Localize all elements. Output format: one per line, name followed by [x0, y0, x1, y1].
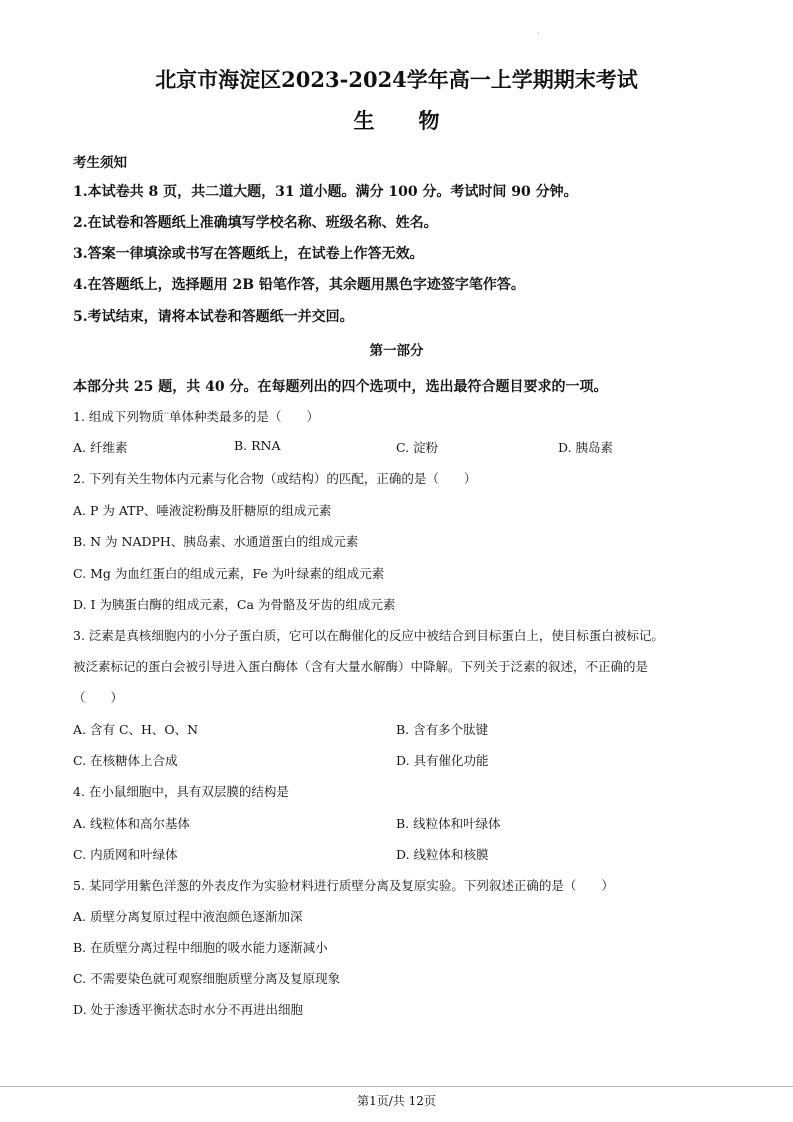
notice-heading: 考生须知	[73, 155, 127, 171]
notice-item-4: 4.在答题纸上，选择题用 2B 铅笔作答，其余题用黑色字迹签字笔作答。	[73, 277, 525, 293]
question-1-option-b: B. RNA	[234, 438, 281, 453]
question-2-option-b: B. N 为 NADPH、胰岛素、水通道蛋白的组成元素	[73, 534, 359, 549]
notice-item-3: 3.答案一律填涂或书写在答题纸上，在试卷上作答无效。	[73, 246, 424, 262]
question-3-stem-line-2: 被泛素标记的蛋白会被引导进入蛋白酶体（含有大量水解酶）中降解。下列关于泛素的叙述，不正确的是	[73, 659, 649, 674]
question-3-option-b: B. 含有多个肽键	[396, 722, 489, 737]
question-4-option-b: B. 线粒体和叶绿体	[396, 816, 501, 831]
emphasis-mark: ··	[163, 408, 169, 418]
question-5-option-c: C. 不需要染色就可观察细胞质壁分离及复原现象	[73, 971, 341, 986]
page-number: 第1页/共 12页	[357, 1094, 436, 1108]
question-3-stem-line-1: 3. 泛素是真核细胞内的小分子蛋白质，它可以在酶催化的反应中被结合到目标蛋白上，使目标蛋白被标记。	[73, 628, 664, 643]
subject-title	[0, 105, 793, 135]
question-5-stem: 5. 某同学用紫色洋葱的外表皮作为实验材料进行质壁分离及复原实验。下列叙述正确的是（ ）	[73, 878, 614, 893]
notice-item-1: 1.本试卷共 8 页，共二道大题，31 道小题。满分 100 分。考试时间 90 分钟。	[73, 184, 578, 200]
question-4-option-c: C. 内质网和叶绿体	[73, 847, 178, 862]
question-4-option-a: A. 线粒体和高尔基体	[73, 816, 190, 831]
question-2-option-d: D. I 为胰蛋白酶的组成元素，Ca 为骨骼及牙齿的组成元素	[73, 597, 396, 612]
question-3-option-d: D. 具有催化功能	[396, 753, 489, 768]
question-5-option-a: A. 质壁分离复原过程中液泡颜色逐渐加深	[73, 909, 303, 924]
question-2-option-a: A. P 为 ATP、唾液淀粉酶及肝糖原的组成元素	[73, 503, 332, 518]
question-3-stem-line-3: （ ）	[73, 690, 124, 705]
question-1-stem	[73, 407, 319, 425]
part-heading: 第一部分	[369, 343, 424, 359]
question-2-option-c: C. Mg 为血红蛋白的组成元素，Fe 为叶绿素的组成元素	[73, 566, 385, 581]
question-1-stem-b: 单体种类最多的是（ ）	[169, 409, 320, 424]
question-5-option-b: B. 在质壁分离过程中细胞的吸水能力逐渐减小	[73, 940, 328, 955]
question-1-option-c: C. 淀粉	[396, 440, 439, 455]
subject-right: 物	[418, 108, 440, 133]
footer-divider	[0, 1086, 793, 1087]
corner-mark: .	[537, 26, 541, 37]
question-4-stem: 4. 在小鼠细胞中，具有双层膜的结构是	[73, 784, 289, 799]
notice-item-5: 5.考试结束，请将本试卷和答题纸一并交回。	[73, 309, 354, 325]
question-3-option-c: C. 在核糖体上合成	[73, 753, 178, 768]
question-1-option-d: D. 胰岛素	[558, 440, 614, 455]
question-3-option-a: A. 含有 C、H、O、N	[73, 722, 199, 737]
notice-item-2: 2.在试卷和答题纸上准确填写学校名称、班级名称、姓名。	[73, 215, 438, 231]
question-4-option-d: D. 线粒体和核膜	[396, 847, 489, 862]
question-1-stem-a: 1. 组成下列物质	[73, 409, 164, 424]
exam-title: 北京市海淀区2023-2024学年高一上学期期末考试	[155, 67, 638, 92]
question-5-option-d: D. 处于渗透平衡状态时水分不再进出细胞	[73, 1002, 304, 1017]
question-2-stem: 2. 下列有关生物体内元素与化合物（或结构）的匹配，正确的是（ ）	[73, 471, 477, 486]
question-1-option-a: A. 纤维素	[73, 440, 128, 455]
subject-left: 生	[353, 108, 375, 133]
part-intro: 本部分共 25 题，共 40 分。在每题列出的四个选项中，选出最符合题目要求的一项。	[73, 379, 608, 395]
